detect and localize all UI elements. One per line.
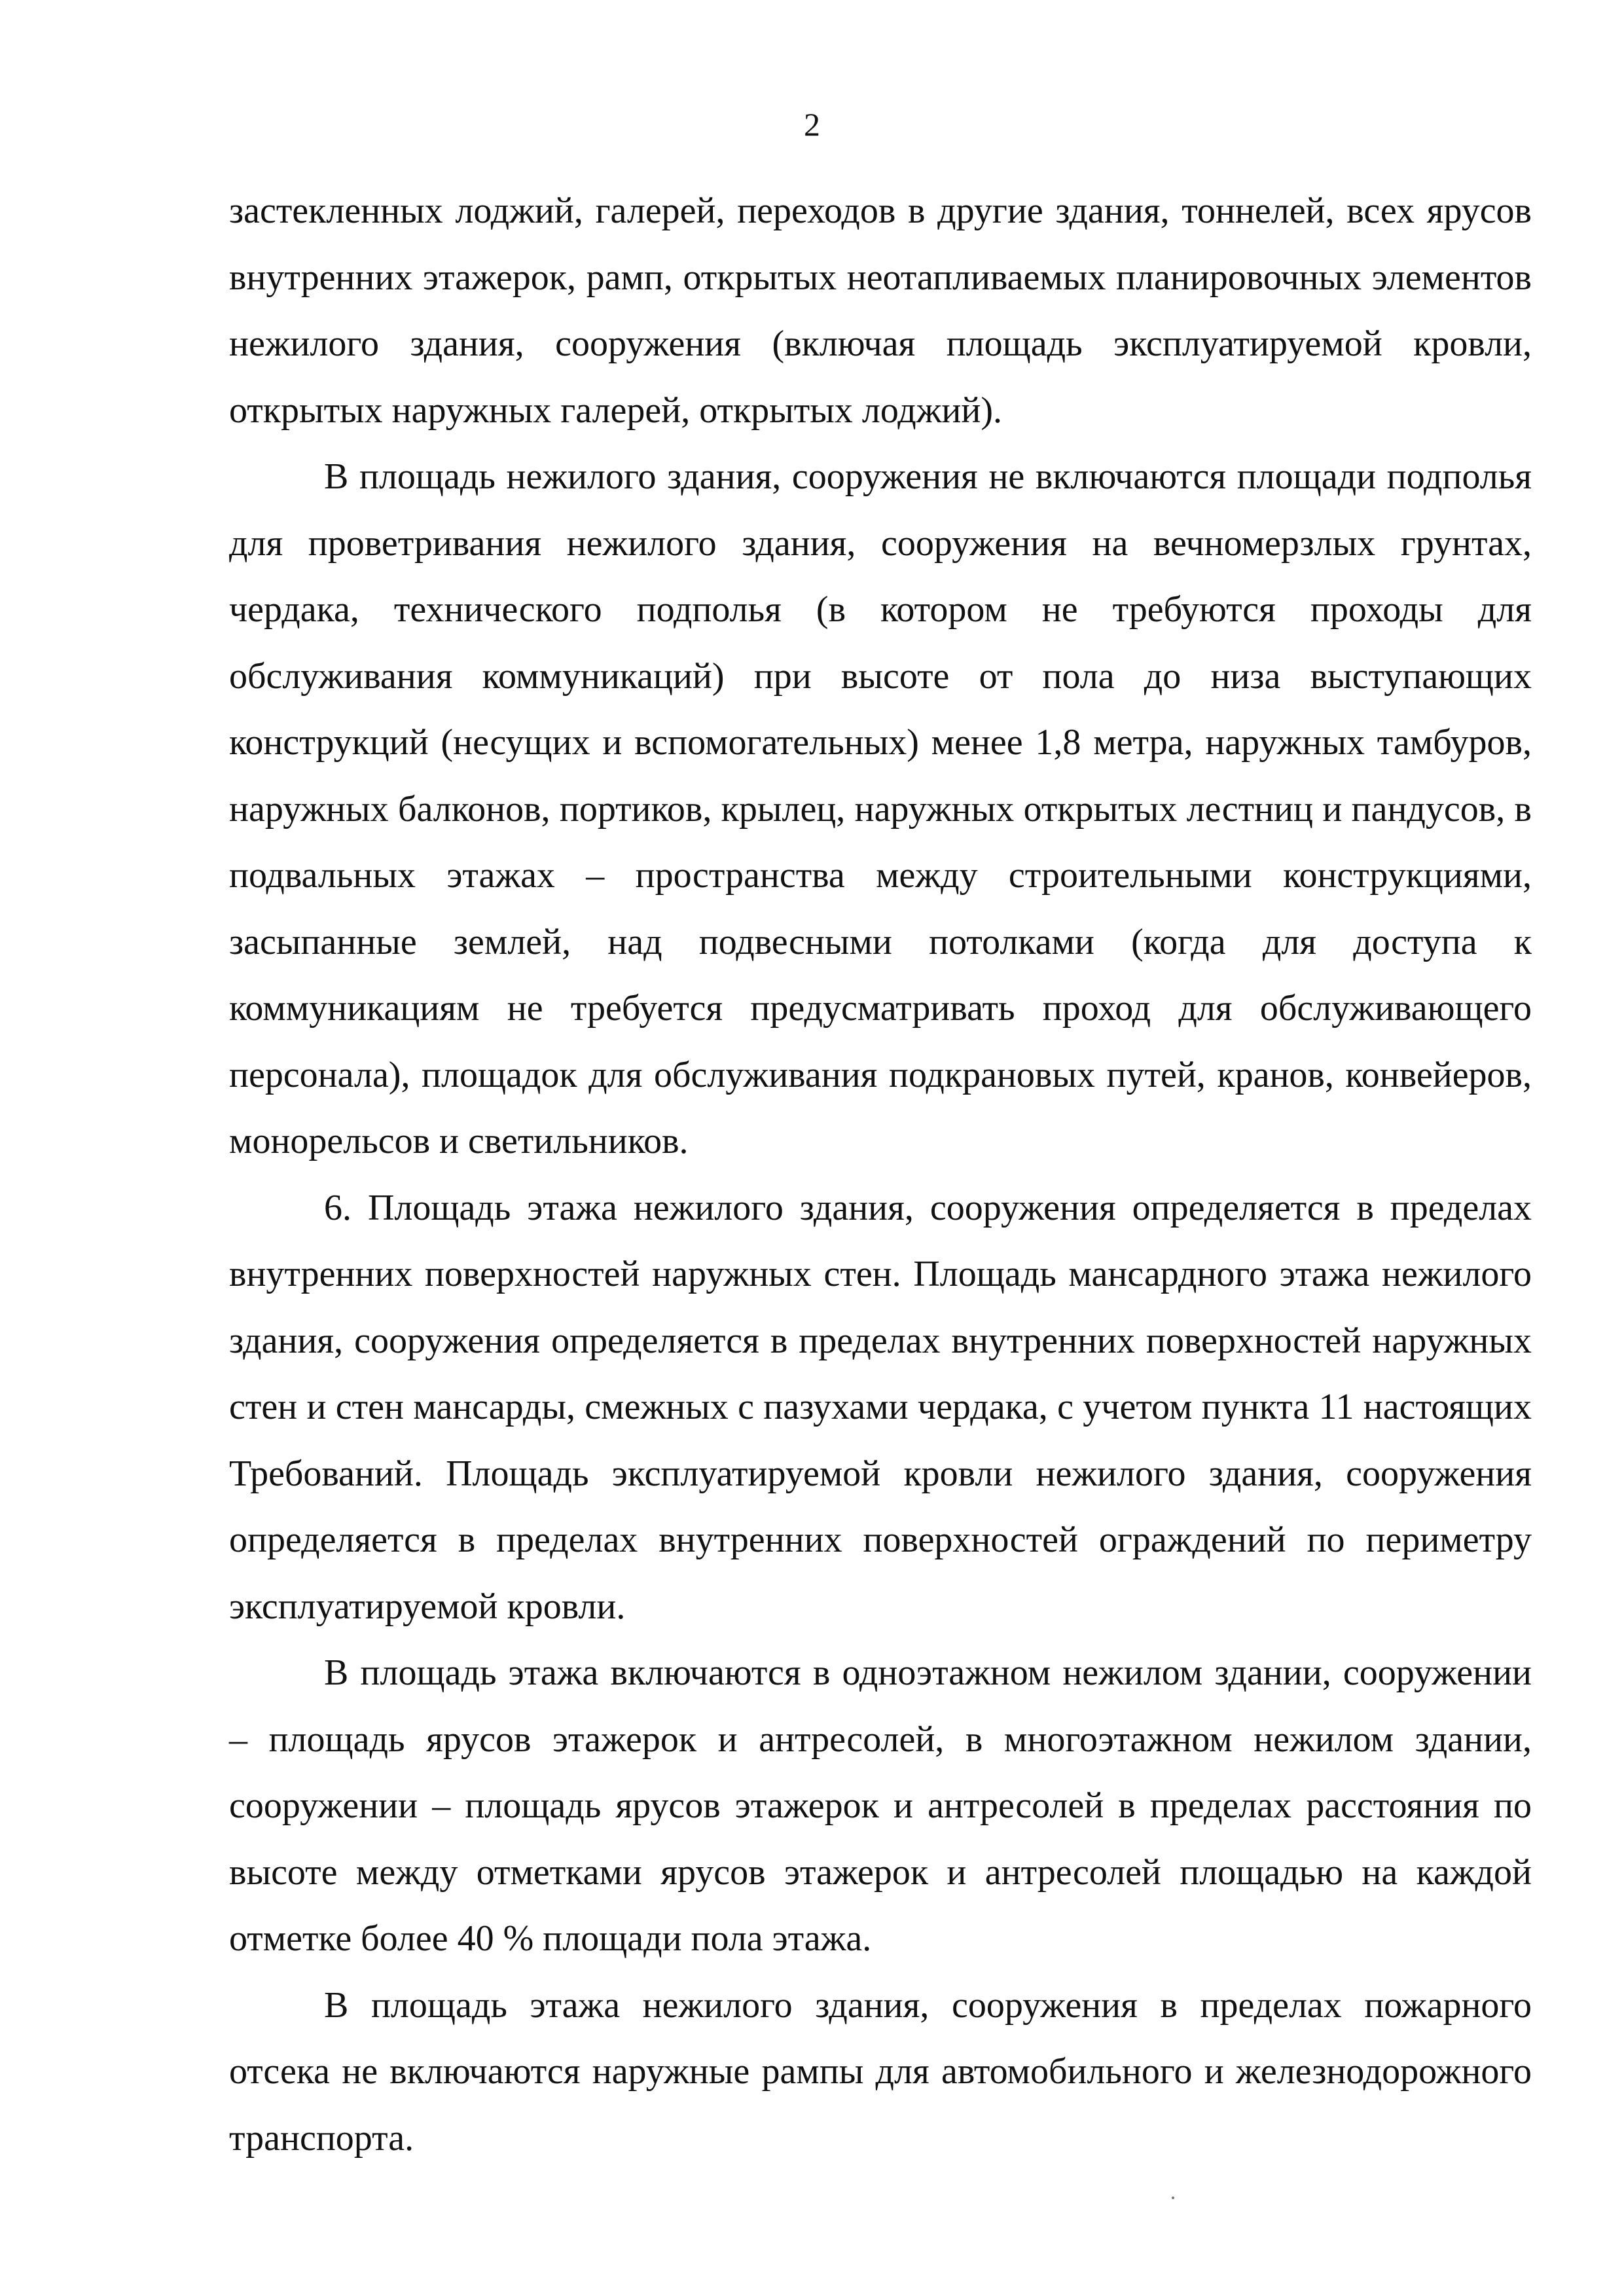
paragraph-floor-inclusions: В площадь этажа включаются в одноэтажном нежилом здании, сооружении – площадь ярусов этажерок и антресолей, в многоэтажном нежилом здании, сооружении – площадь ярусов этажерок и антресолей в пределах расстояния по высоте между отметками ярусов этажерок и антресолей площадью на каждой отметке более 40 % площади пола этажа. (229, 1652, 1532, 1959)
document-body (229, 178, 1532, 2172)
paragraph-floor-exclusions: В площадь этажа нежилого здания, сооружения в пределах пожарного отсека не включаются наружные рампы для автомобильного и железнодорожного транспорта. (229, 1984, 1532, 2159)
paragraph-continuation: застекленных лоджий, галерей, переходов в другие здания, тоннелей, всех ярусов внутренних этажерок, рамп, открытых неотапливаемых планировочных элементов нежилого здания, сооружения (включая площадь эксплуатируемой кровли, открытых наружных галерей, открытых лоджий). (229, 191, 1532, 431)
paragraph-exclusions: В площадь нежилого здания, сооружения не включаются площади подполья для проветривания нежилого здания, сооружения на вечномерзлых грунтах, чердака, технического подполья (в котором не требуются проходы для обслуживания коммуникаций) при высоте от пола до низа выступающих конструкций (несущих и вспомогательных) менее 1,8 метра, наружных тамбуров, наружных балконов, портиков, крылец, наружных открытых лестниц и пандусов, в подвальных этажах – пространства между строительными конструкциями, засыпанные землей, над подвесными потолками (когда для доступа к коммуникациям не требуется предусматривать проход для обслуживающего персонала), площадок для обслуживания подкрановых путей, кранов, конвейеров, монорельсов и светильников. (229, 456, 1532, 1161)
paragraph-item-6: 6. Площадь этажа нежилого здания, сооружения определяется в пределах внутренних поверхностей наружных стен. Площадь мансардного этажа нежилого здания, сооружения определяется в пределах внутренних поверхностей наружных стен и стен мансарды, смежных с пазухами чердака, с учетом пункта 11 настоящих Требований. Площадь эксплуатируемой кровли нежилого здания, сооружения определяется в пределах внутренних поверхностей ограждений по периметру эксплуатируемой кровли. (229, 1187, 1532, 1627)
scan-speck (1172, 2196, 1174, 2199)
page-number: 2 (804, 106, 820, 143)
